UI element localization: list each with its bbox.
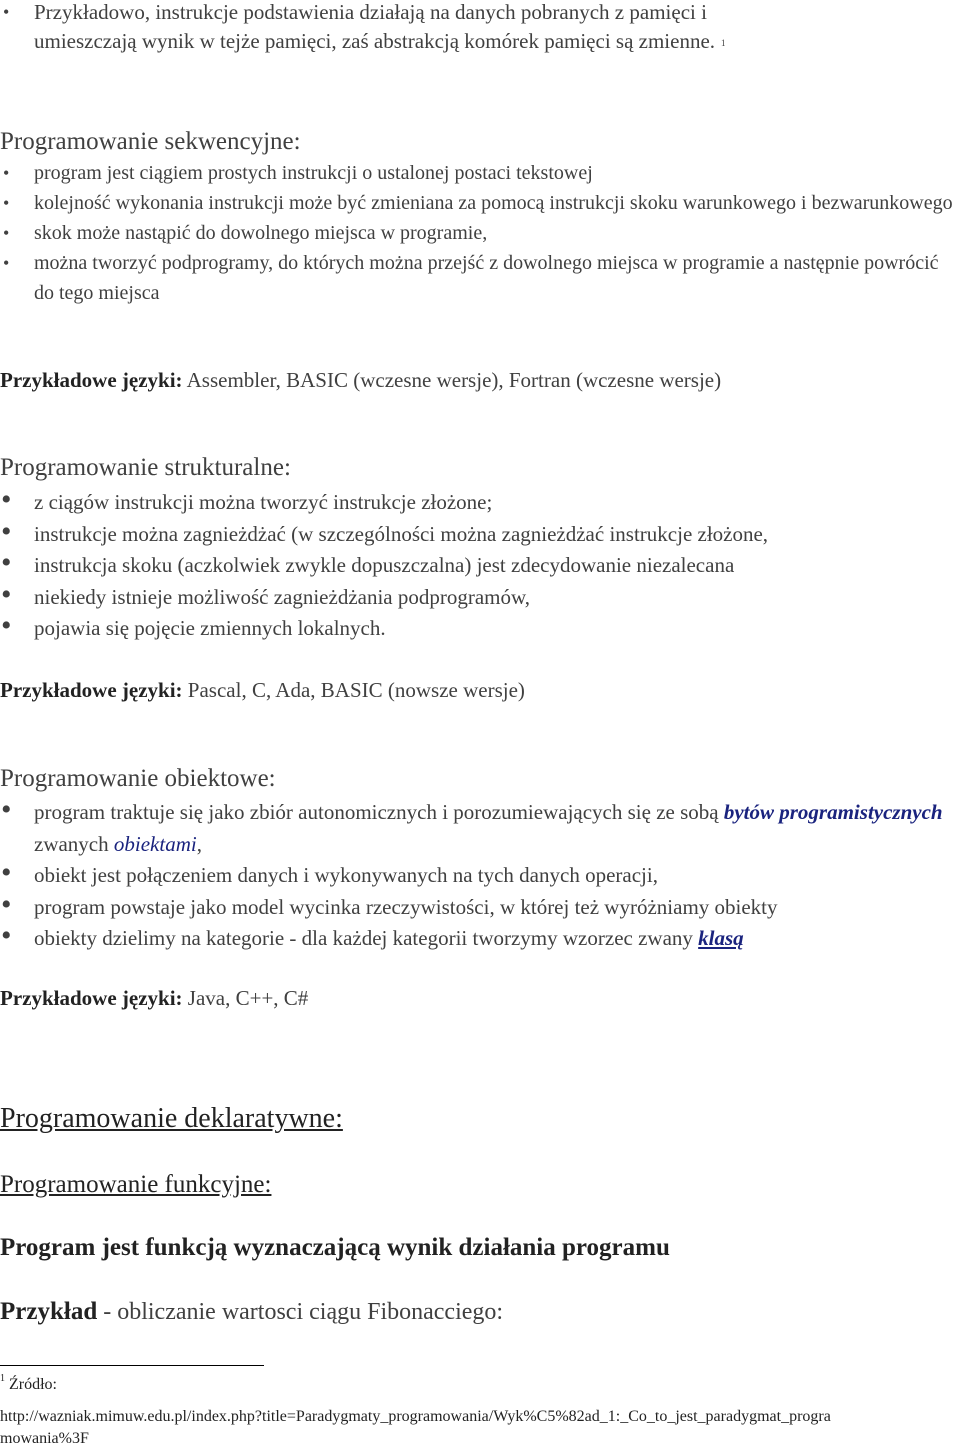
structural-example xyxy=(0,677,960,703)
list-item: • z ciągów instrukcji można tworzyć instrukcje złożone; xyxy=(0,487,960,519)
intro-list xyxy=(0,0,960,56)
list-item xyxy=(0,797,960,860)
list-item: • kolejność wykonania instrukcji może być zmieniana za pomocą instrukcji skoku warunkowego i bezwarunkowego xyxy=(0,188,960,218)
list-item: • obiekt jest połączeniem danych i wykonywanych na tych danych operacji, xyxy=(0,860,960,892)
intro-line-1: Przykładowo, instrukcje podstawienia działają na danych pobranych z pamięci i xyxy=(34,0,707,24)
sequential-list xyxy=(0,158,960,308)
structural-list xyxy=(0,487,960,645)
object-example xyxy=(0,985,960,1011)
item-text: obiekty dzielimy na kategorie - dla każdej kategorii tworzymy wzorzec zwany xyxy=(34,926,699,950)
functional-heading: Programowanie funkcyjne: xyxy=(0,1171,272,1198)
highlight-obiektami: obiektami xyxy=(113,831,197,856)
fibonacci-example xyxy=(0,1297,960,1327)
highlight-klasa: klasą xyxy=(698,926,744,950)
sequential-example xyxy=(0,367,960,393)
footnote-url-line-2[interactable]: mowania%3F xyxy=(0,1430,89,1447)
structural-heading: Programowanie strukturalne: xyxy=(0,454,291,481)
item-text: zwanych xyxy=(34,831,114,856)
footnote-number: 1 xyxy=(0,1373,5,1384)
object-heading: Programowanie obiektowe: xyxy=(0,765,276,792)
example-text: - obliczanie wartosci ciągu Fibonacciego: xyxy=(97,1299,504,1325)
list-item: • instrukcja skoku (aczkolwiek zwykle dopuszczalna) jest zdecydowanie niezalecana xyxy=(0,550,960,582)
list-item: • program powstaje jako model wycinka rzeczywistości, w której też wyróżniamy obiekty xyxy=(0,892,960,924)
example-text: Assembler, BASIC (wczesne wersje), Fortran (wczesne wersje) xyxy=(182,368,722,392)
list-item xyxy=(0,0,960,56)
sequential-heading: Programowanie sekwencyjne: xyxy=(0,128,301,155)
example-label: Przykładowe języki: xyxy=(0,678,183,702)
intro-line-2: umieszczają wynik w tejże pamięci, zaś abstrakcją komórek pamięci są zmienne. xyxy=(34,29,716,53)
footnote-label: Źródło: xyxy=(5,1376,57,1393)
declarative-heading: Programowanie deklaratywne: xyxy=(0,1103,343,1134)
example-text: Pascal, C, Ada, BASIC (nowsze wersje) xyxy=(182,678,525,702)
example-label: Przykładowe języki: xyxy=(0,368,183,392)
example-label: Przykład xyxy=(0,1298,98,1325)
footnote xyxy=(0,1374,960,1450)
list-item: • można tworzyć podprogramy, do których można przejść z dowolnego miejsca w programie a następnie powrócić do tego miejsca xyxy=(0,248,960,308)
footnote-ref: 1 xyxy=(721,38,726,48)
list-item: • instrukcje można zagnieżdżać (w szczególności można zagnieżdżać instrukcje złożone, xyxy=(0,519,960,551)
highlight-bytow: bytów programistycznych xyxy=(723,800,943,824)
example-label: Przykładowe języki: xyxy=(0,986,183,1010)
list-item: • program jest ciągiem prostych instrukcji o ustalonej postaci tekstowej xyxy=(0,158,960,188)
footnote-divider xyxy=(0,1365,264,1366)
object-list xyxy=(0,797,960,955)
footnote-url-line-1[interactable]: http://wazniak.mimuw.edu.pl/index.php?title=Paradygmaty_programowania/Wyk%C5%82ad_1:_Co_to_jest_paradygmat_progra xyxy=(0,1408,831,1425)
list-item xyxy=(0,923,960,955)
item-text: , xyxy=(196,831,202,856)
list-item: • pojawia się pojęcie zmiennych lokalnych. xyxy=(0,613,960,645)
example-text: Java, C++, C# xyxy=(182,986,309,1010)
functional-statement: Program jest funkcją wyznaczającą wynik działania programu xyxy=(0,1234,670,1261)
item-text: program traktuje się jako zbiór autonomicznych i porozumiewających się ze sobą xyxy=(34,800,724,824)
list-item: • skok może nastąpić do dowolnego miejsca w programie, xyxy=(0,218,960,248)
list-item: • niekiedy istnieje możliwość zagnieżdżania podprogramów, xyxy=(0,582,960,614)
